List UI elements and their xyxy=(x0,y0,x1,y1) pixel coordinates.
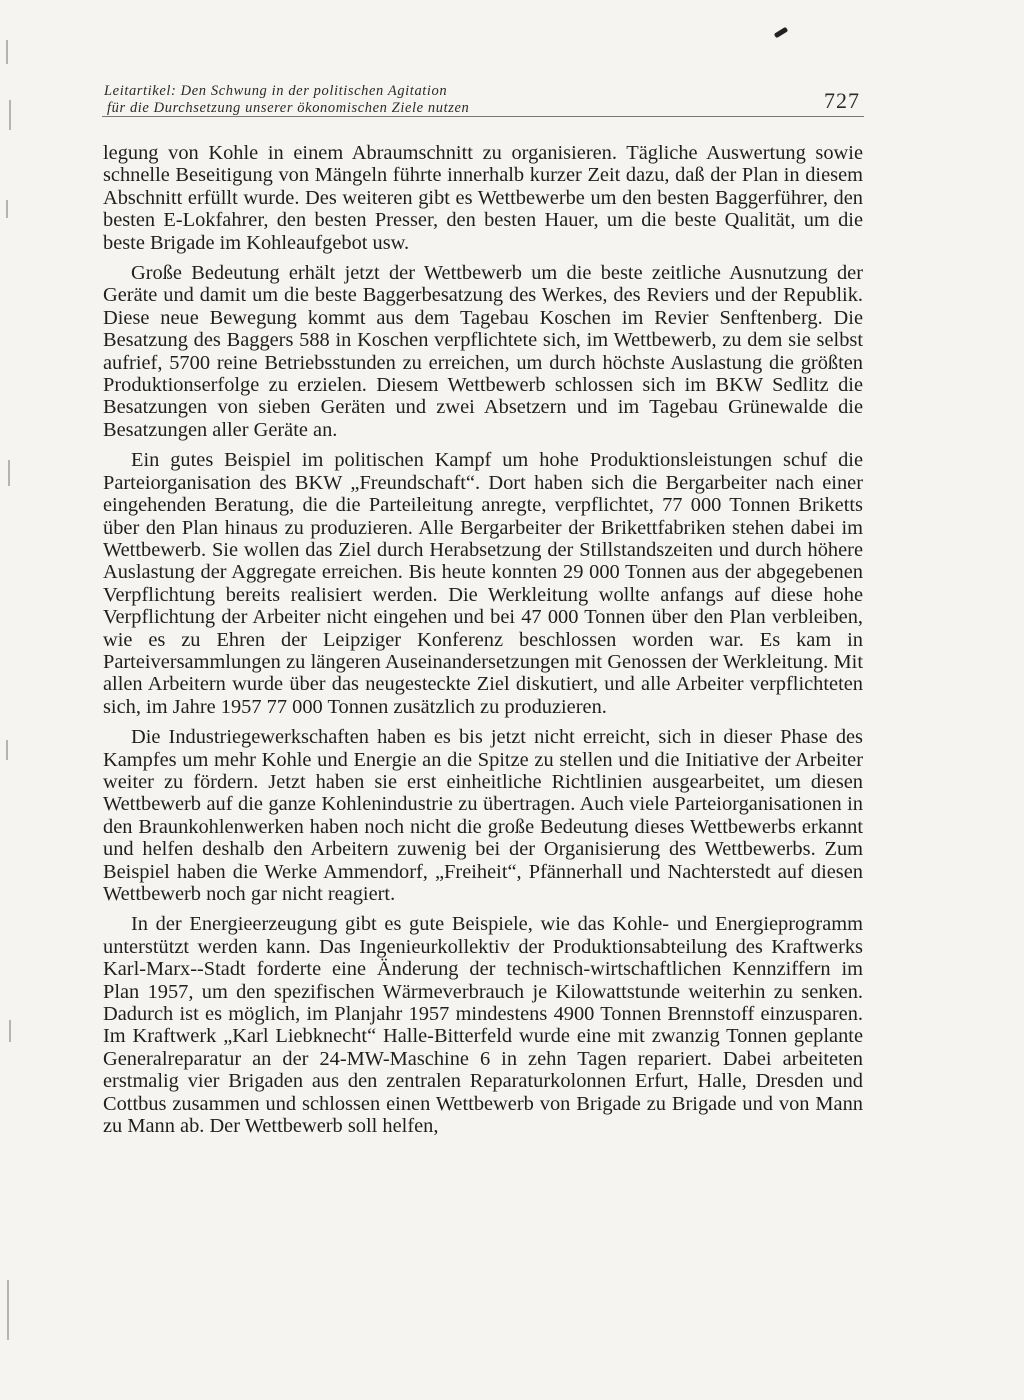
paragraph-5: In der Energieerzeugung gibt es gute Beispiele, wie das Kohle- und Energieprogramm unterstützt werden kann. Das Ingenieurkollektiv der Produktionsabteilung des Kraftwerks Karl-Marx--Stadt forderte eine Änderung der technisch-wirtschaftlichen Kennziffern im Plan 1957, um den spezifischen Wärmeverbrauch je Kilowattstunde weiterhin zu senken. Dadurch ist es möglich, im Planjahr 1957 mindestens 4900 Tonnen Brennstoff einzusparen. Im Kraftwerk „Karl Liebknecht“ Halle-Bitterfeld wurde eine mit zwanzig Tonnen geplante Generalreparatur an der 24-MW-Maschine 6 in zehn Tagen repariert. Dabei arbeiteten erstmalig vier Brigaden aus den zentralen Reparaturkolonnen Erfurt, Halle, Dresden und Cottbus zusammen und schlossen einen Wettbewerb von Brigade zu Brigade und von Mann zu Mann ab. Der Wettbewerb soll helfen, xyxy=(103,913,863,1138)
page-number: 727 xyxy=(824,88,860,113)
paragraph-3: Ein gutes Beispiel im politischen Kampf um hohe Produktionsleistungen schuf die Parteiorganisation des BKW „Freundschaft“. Dort haben sich die Bergarbeiter nach einer eingehenden Beratung, die die Parteileitung anregte, verpflichtet, 77 000 Tonnen Briketts über den Plan hinaus zu produzieren. Alle Bergarbeiter der Brikettfabriken stehen dabei im Wettbewerb. Sie wollen das Ziel durch Herabsetzung der Stillstandszeiten und durch höhere Auslastung der Aggregate erreichen. Bis heute konnten 29 000 Tonnen aus der abgegebenen Verpflichtung bereits realisiert werden. Die Werkleitung wollte anfangs auf diese hohe Verpflichtung der Arbeiter nicht eingehen und bei 47 000 Tonnen über den Plan verbleiben, wie es zu Ehren der Leipziger Konferenz beschlossen worden war. Es kam in Parteiversammlungen zu längeren Auseinandersetzungen mit Genossen der Werkleitung. Mit allen Arbeitern wurde über das neugesteckte Ziel diskutiert, und alle Arbeiter verpflichteten sich, im Jahre 1957 77 000 Tonnen zusätzlich zu produzieren. xyxy=(103,449,863,718)
scan-mark xyxy=(774,27,789,39)
paragraph-2: Große Bedeutung erhält jetzt der Wettbewerb um die beste zeitliche Ausnutzung der Geräte und damit um die beste Baggerbesatzung des Werkes, des Reviers und der Republik. Diese neue Bewegung kommt aus dem Tagebau Koschen im Revier Senftenberg. Die Besatzung des Baggers 588 in Koschen verpflichtete sich, im Wettbewerb, zu dem sie selbst aufrief, 5700 reine Betriebsstunden zu erreichen, um durch höchste Auslastung die größten Produktionserfolge zu erzielen. Diesem Wettbewerb schlossen sich im BKW Sedlitz die Besatzungen von sieben Geräten und zwei Absetzern und im Tagebau Grünewalde die Besatzungen aller Geräte an. xyxy=(103,262,863,441)
running-head xyxy=(104,83,664,117)
paragraph-4: Die Industriegewerkschaften haben es bis jetzt nicht erreicht, sich in dieser Phase des Kampfes um mehr Kohle und Energie an die Spitze zu stellen und die Initiative der Arbeiter weiter zu fördern. Jetzt haben sie erst einheitliche Richtlinien ausgearbeitet, um diesen Wettbewerb auf die ganze Kohlenindustrie zu übertragen. Auch viele Parteiorganisationen in den Braunkohlenwerken haben noch nicht die große Bedeutung dieses Wettbewerbs erkannt und helfen deshalb den Arbeitern zuwenig bei der Organisierung des Wettbewerbs. Zum Beispiel haben die Werke Ammendorf, „Freiheit“, Pfännerhall und Nachterstedt auf diesen Wettbewerb noch gar nicht reagiert. xyxy=(103,726,863,905)
running-head-line-2: für die Durchsetzung unserer ökonomischen Ziele nutzen xyxy=(107,100,470,116)
running-head-line-1: Leitartikel: Den Schwung in der politischen Agitation xyxy=(104,83,448,99)
body-text xyxy=(103,142,863,1145)
page-left-edge-marks xyxy=(6,40,20,1370)
paragraph-1: legung von Kohle in einem Abraumschnitt zu organisieren. Tägliche Auswertung sowie schnelle Beseitigung von Mängeln führte innerhalb kurzer Zeit dazu, daß der Plan in diesem Abschnitt erfüllt wurde. Des weiteren gibt es Wettbewerbe um den besten Baggerführer, den besten E-Lokfahrer, den besten Presser, den besten Hauer, um die beste Qualität, um die beste Brigade im Kohleaufgebot usw. xyxy=(103,142,863,254)
header-rule xyxy=(102,116,864,117)
